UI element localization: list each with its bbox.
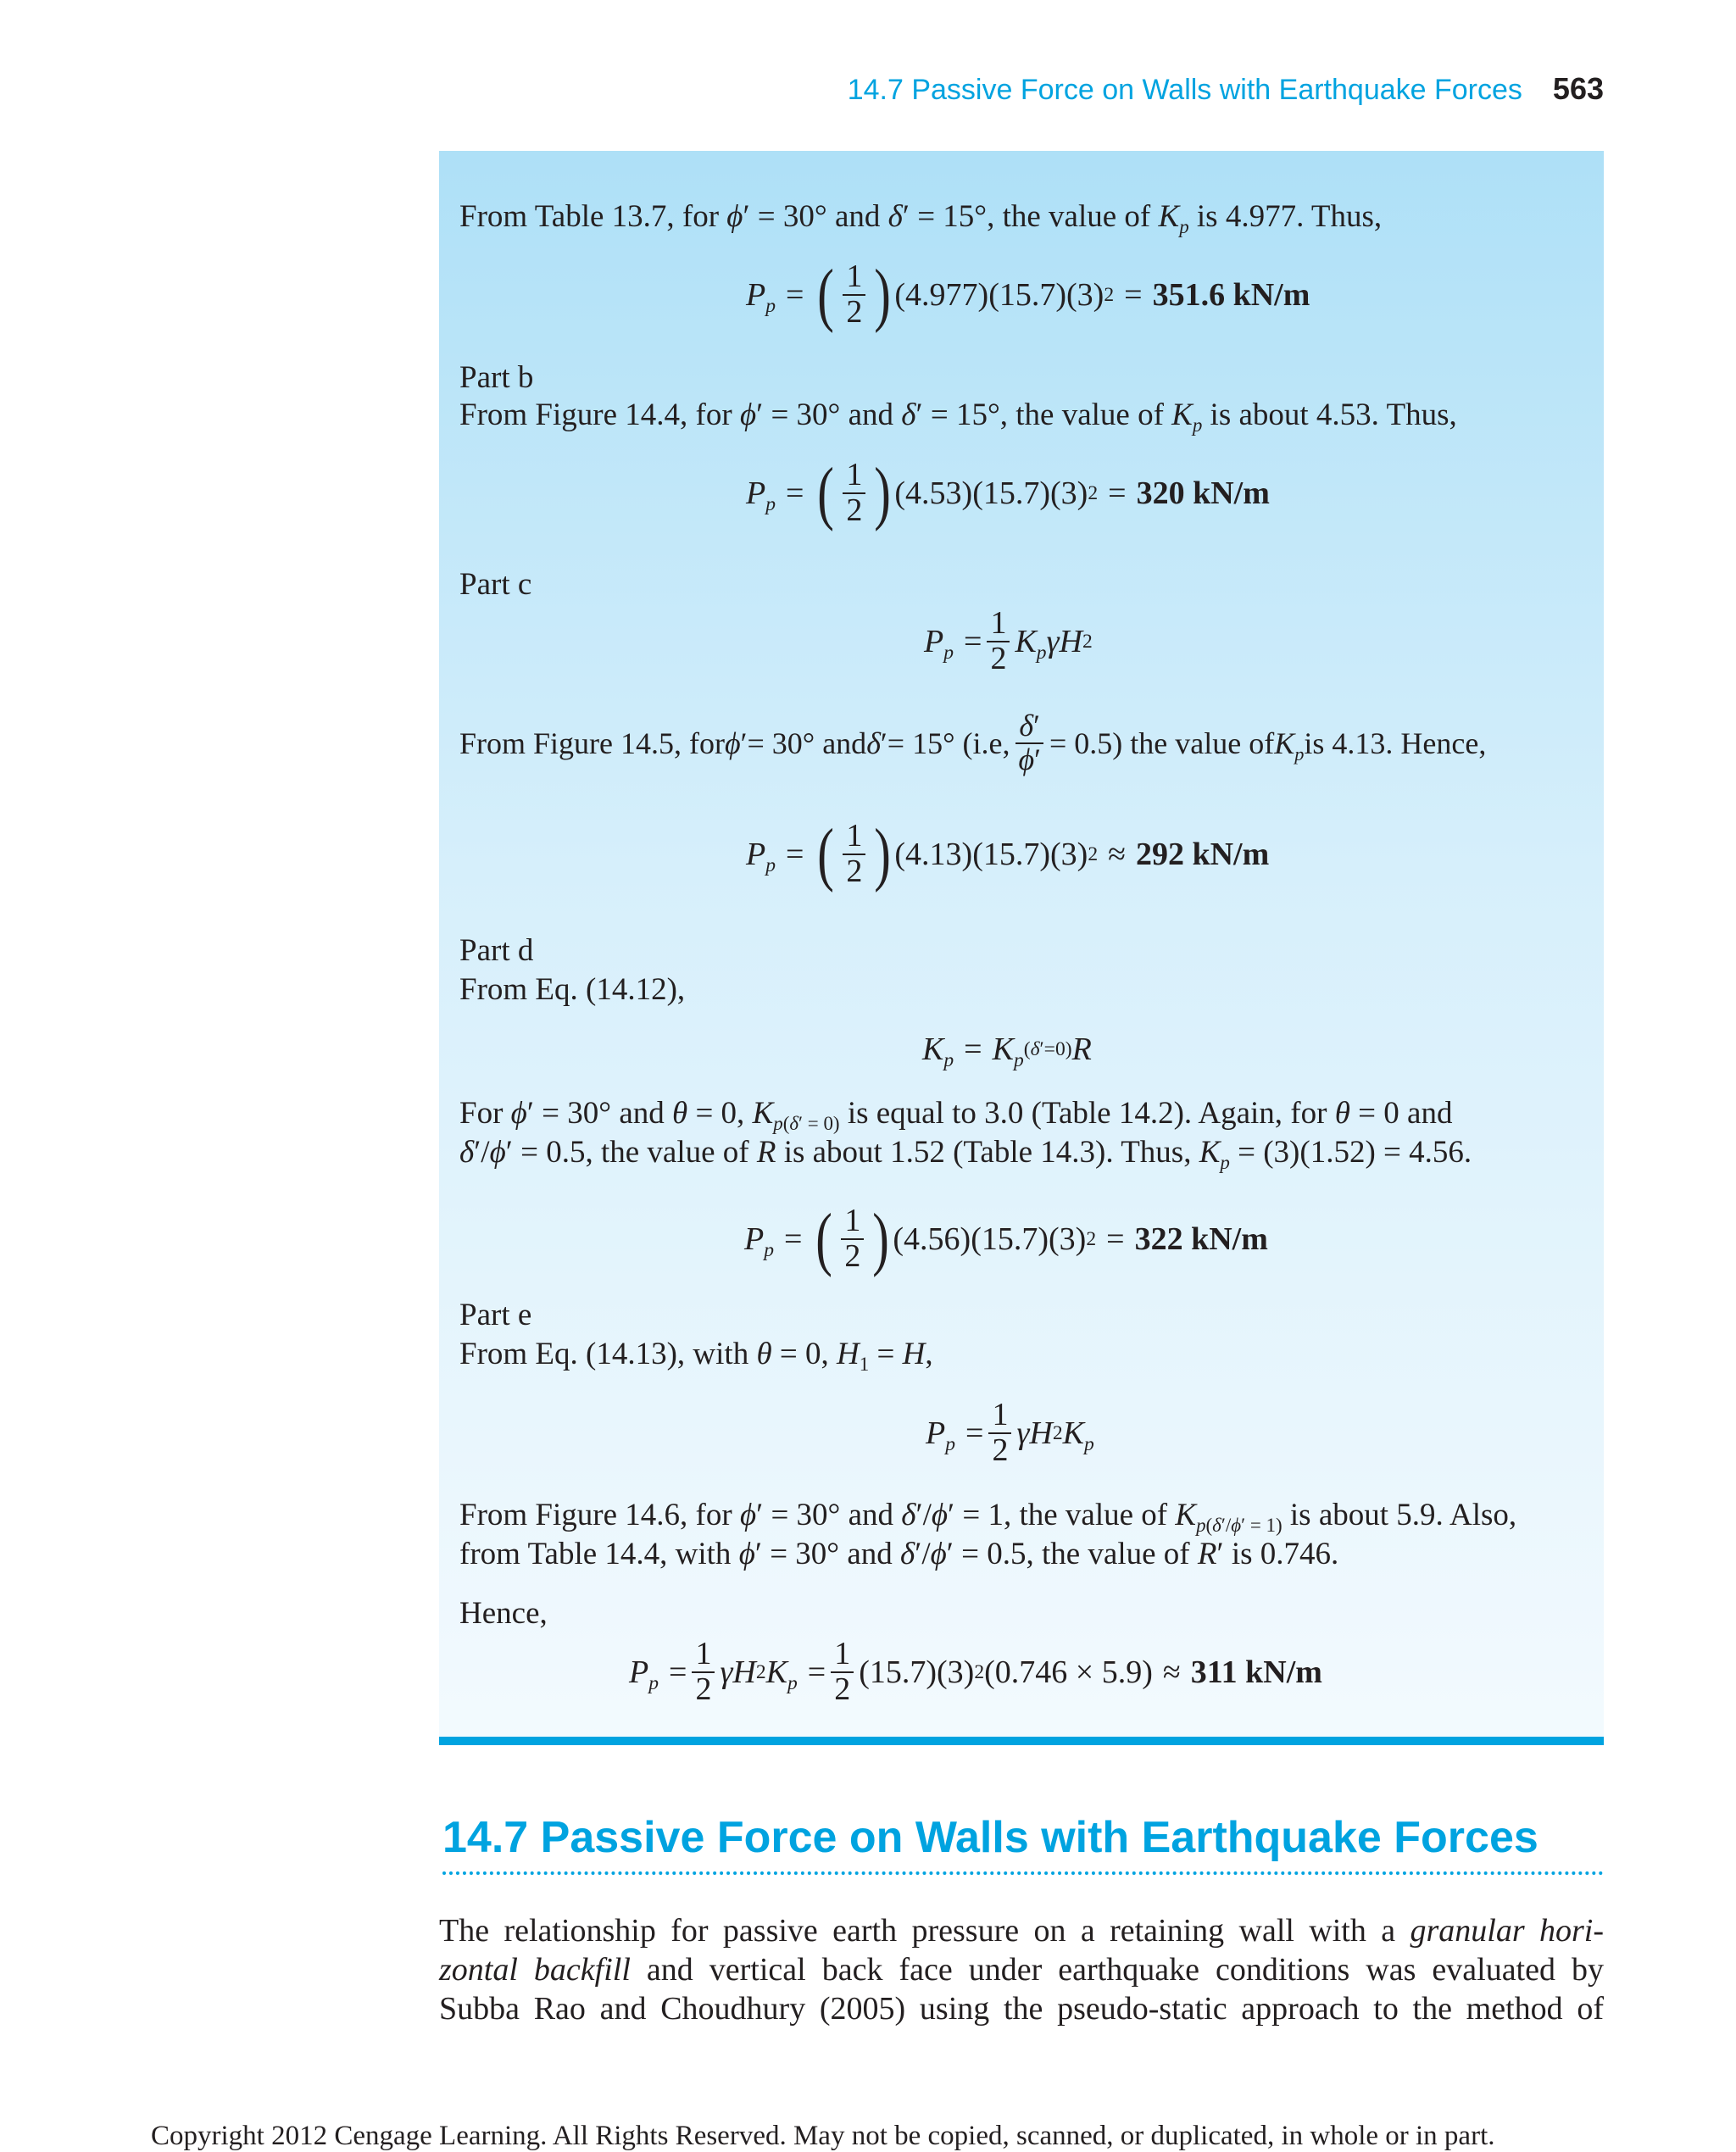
header-section-title: 14.7 Passive Force on Walls with Earthquake Forces	[847, 74, 1522, 106]
equation-2: $P_p$ = ( $\frac{1}{2}$ ) (4.53)(15.7)(3) 2 = 320 kN/m	[746, 453, 1270, 532]
running-header	[0, 71, 1604, 107]
part-d-text-line1: For ϕ′ = 30° and θ = 0, $K_{p(\delta' = 0)}$ is equal to 3.0 (Table 14.2). Again, for θ = 0 and	[459, 1096, 1453, 1135]
paragraph-line-3: Subba Rao and Choudhury (2005) using the pseudo-static approach to the method of	[439, 1991, 1604, 2027]
equation-7: $P_p$ = $\frac{1}{2}$ γH 2 $K_p$	[926, 1397, 1094, 1468]
part-e-text-line2: from Table 14.4, with ϕ′ = 30° and δ′/ϕ′ = 0.5, the value of R′ is 0.746.	[459, 1537, 1339, 1571]
equation-6: $P_p$ = ( $\frac{1}{2}$ ) (4.56)(15.7)(3) 2 = 322 kN/m	[744, 1199, 1268, 1278]
example-box-bottom-rule	[439, 1737, 1604, 1745]
part-d-eq-ref: From Eq. (14.12),	[459, 972, 686, 1007]
heading-dotted-rule	[442, 1871, 1604, 1875]
equation-3: $P_p$ = $\frac{1}{2}$ $K_p\gamma H$ 2	[924, 605, 1093, 676]
section-heading: 14.7 Passive Force on Walls with Earthquake Forces	[442, 1813, 1538, 1862]
part-c-text: From Figure 14.5, for ϕ ′ = 30° and δ ′ = 15° (i.e, $\frac{\delta'}{\phi'}$ = 0.5) the value of $K_p$ is 4.13. Hence,	[459, 709, 1487, 776]
part-e-eq-ref: From Eq. (14.13), with θ = 0, $H_1 = H$,	[459, 1337, 933, 1376]
paragraph-line-1: The relationship for passive earth pressure on a retaining wall with a granular hori-	[439, 1913, 1604, 1949]
part-e-text-line1: From Figure 14.6, for ϕ′ = 30° and δ′/ϕ′ = 1, the value of $K_{p(\delta'/\phi' = 1)}$ is about 5.9. Also,	[459, 1498, 1517, 1537]
equation-1: $P_p$ = ( $\frac{1}{2}$ ) (4.977)(15.7)(3) 2 = 351.6 kN/m	[746, 255, 1310, 334]
part-e-label: Part e	[459, 1298, 532, 1332]
part-d-label: Part d	[459, 933, 534, 968]
part-c-label: Part c	[459, 567, 532, 602]
copyright-footer: Copyright 2012 Cengage Learning. All Rights Reserved. May not be copied, scanned, or duplicated, in whole or in part.	[151, 2121, 1495, 2151]
equation-8: $P_p$ = $\frac{1}{2}$ γH 2 $K_p$ = $\frac{1}{2}$ (15.7)(3) 2 (0.746 × 5.9) ≈ 311 kN/m	[629, 1636, 1322, 1707]
part-a-text: From Table 13.7, for ϕ′ = 30° and δ′ = 15°, the value of $K_p$ is 4.977. Thus,	[459, 199, 1383, 238]
part-b-label: Part b	[459, 360, 534, 395]
part-d-text-line2: δ′/ϕ′ = 0.5, the value of R is about 1.52 (Table 14.3). Thus, $K_p = (3)(1.52) = 4.56$.	[459, 1135, 1472, 1174]
page-number: 563	[1552, 71, 1604, 106]
equation-5: $K_p$ = $K_p$ (δ′=0) R	[922, 1032, 1092, 1072]
equation-4: $P_p$ = ( $\frac{1}{2}$ ) (4.13)(15.7)(3) 2 ≈ 292 kN/m	[746, 815, 1270, 893]
hence-text: Hence,	[459, 1596, 548, 1631]
paragraph-line-2: zontal backfill and vertical back face under earthquake conditions was evaluated by	[439, 1952, 1604, 1988]
part-b-text: From Figure 14.4, for ϕ′ = 30° and δ′ = 15°, the value of $K_p$ is about 4.53. Thus,	[459, 398, 1457, 437]
